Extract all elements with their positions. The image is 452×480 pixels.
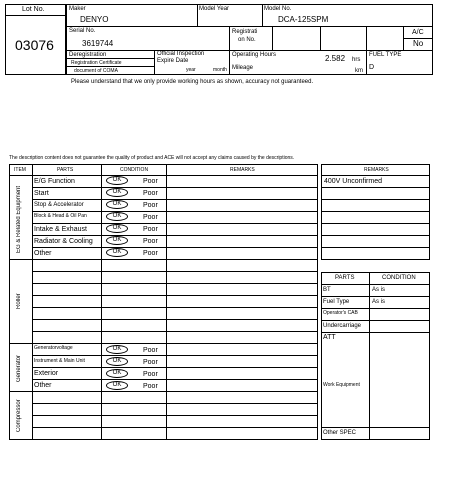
ok-mark: OK xyxy=(106,357,128,366)
row-divider xyxy=(32,355,318,356)
row-divider xyxy=(32,211,318,212)
row-divider xyxy=(32,187,318,188)
parts-row-other-spec: Other SPEC xyxy=(323,430,357,436)
remarks-row-divider xyxy=(321,211,430,212)
parts-col-parts: PARTS xyxy=(335,275,355,281)
remarks-row-divider xyxy=(321,187,430,188)
part-intake-exhaust: Intake & Exhaust xyxy=(34,226,87,233)
ok-mark: OK xyxy=(106,236,128,245)
serial-label: Serial No. xyxy=(69,28,96,34)
parts-row-operators-cab: Operator's CAB xyxy=(323,310,358,316)
ok-mark: OK xyxy=(106,200,128,209)
part-block-head-oil-pan: Block & Head & Oil Pan xyxy=(34,213,87,219)
ok-mark: OK xyxy=(106,188,128,197)
parts-row-work-equipment: Work Equipment xyxy=(323,382,360,388)
month-label: month xyxy=(213,67,227,73)
parts-frame xyxy=(321,272,430,440)
parts-row-bt-cond: As is xyxy=(372,287,386,293)
condition-poor: Poor xyxy=(143,190,158,197)
row-divider xyxy=(32,367,318,368)
condition-poor: Poor xyxy=(143,226,158,233)
row-divider xyxy=(32,223,318,224)
condition-poor: Poor xyxy=(143,214,158,221)
ok-mark: OK xyxy=(106,248,128,257)
lot-label: Lot No. xyxy=(22,6,45,13)
parts-row-att: ATT xyxy=(323,334,336,341)
row-divider xyxy=(32,283,318,284)
model-no-label: Model No. xyxy=(264,6,292,12)
row-divider xyxy=(32,271,318,272)
row-divider xyxy=(32,295,318,296)
registration-label-2: on No. xyxy=(238,37,256,43)
row-divider xyxy=(32,403,318,404)
condition-poor: Poor xyxy=(143,371,158,378)
condition-poor: Poor xyxy=(143,383,158,390)
ok-mark: OK xyxy=(106,369,128,378)
ac-value: No xyxy=(413,39,424,48)
operating-hours-label: Operating Hours xyxy=(232,52,277,58)
ok-mark: OK xyxy=(106,176,128,185)
operating-hours-value: 2.582 xyxy=(325,54,346,63)
parts-row-bt: BT xyxy=(323,287,331,293)
row-divider xyxy=(32,331,318,332)
part-other: Other xyxy=(34,250,52,257)
coma-label: document of COMA xyxy=(74,68,118,74)
remarks-row-divider xyxy=(321,199,430,200)
part-radiator-cooling: Radiator & Cooling xyxy=(34,238,93,245)
condition-poor: Poor xyxy=(143,359,158,366)
row-divider xyxy=(32,379,318,380)
col-item: ITEM xyxy=(14,167,26,173)
inspection-label: Official Inspection xyxy=(157,51,205,57)
remarks-row-divider xyxy=(321,259,430,260)
parts-row-undercarriage: Undercarriage xyxy=(323,323,362,329)
condition-poor: Poor xyxy=(143,238,158,245)
serial-value: 3619744 xyxy=(82,39,114,48)
group-label-compressor: Compressor xyxy=(16,399,22,433)
deregistration-label: Deregistration xyxy=(69,52,107,58)
lot-number: 03076 xyxy=(15,37,54,53)
registration-label: Registrati xyxy=(232,29,258,35)
model-no-value: DCA-125SPM xyxy=(278,15,329,24)
part-instrument-main-unit: Instrument & Main Unit xyxy=(34,358,85,364)
parts-row-fuel-type-cond: As is xyxy=(372,299,386,305)
row-divider xyxy=(32,415,318,416)
row-divider xyxy=(32,319,318,320)
part-generator-voltage: Generatorvoltage xyxy=(34,345,73,351)
remarks-header: REMARKS xyxy=(364,167,389,173)
registration-certificate-label: Registration Certificate xyxy=(71,60,122,66)
part-other: Other xyxy=(34,382,52,389)
part-stop-accelerator: Stop & Accelerator xyxy=(34,202,84,208)
fuel-type-label: FUEL TYPE xyxy=(369,52,402,58)
km-unit: km xyxy=(355,68,363,74)
col-remarks: REMARKS xyxy=(230,167,255,173)
group-label-eg: EG & Related Equipment xyxy=(16,185,22,253)
part-start: Start xyxy=(34,190,49,197)
mileage-label: Mileage xyxy=(232,65,254,71)
row-divider xyxy=(32,247,318,248)
fuel-type-value: D xyxy=(369,64,375,71)
remarks-row-divider xyxy=(321,223,430,224)
group-label-roller: Roller xyxy=(16,293,22,309)
row-divider xyxy=(32,235,318,236)
part-eg-function: E/G Function xyxy=(34,178,75,185)
model-year-label: Model Year xyxy=(199,6,230,12)
condition-poor: Poor xyxy=(143,202,158,209)
condition-poor: Poor xyxy=(143,347,158,354)
remarks-row-divider xyxy=(321,235,430,236)
parts-col-condition: CONDITION xyxy=(382,275,416,281)
col-condition: CONDITION xyxy=(120,167,149,173)
part-exterior: Exterior xyxy=(34,370,59,377)
row-divider xyxy=(32,199,318,200)
row-divider xyxy=(32,439,318,440)
group-label-generator: Generator xyxy=(16,354,22,382)
ok-mark: OK xyxy=(106,381,128,390)
condition-poor: Poor xyxy=(143,250,158,257)
working-hours-note: Please understand that we only provide working hours as shown, accuracy not guaranteed. xyxy=(71,79,314,85)
row-divider xyxy=(32,307,318,308)
year-label: year xyxy=(186,67,196,73)
ac-label: A/C xyxy=(412,29,424,36)
remarks-row-divider xyxy=(321,247,430,248)
ok-mark: OK xyxy=(106,345,128,354)
condition-poor: Poor xyxy=(143,178,158,185)
maker-value: DENYO xyxy=(80,15,109,24)
disclaimer: The description content does not guarantee the quality of product and ACE will not accept any claims caused by the descriptions. xyxy=(9,155,295,161)
ok-mark: OK xyxy=(106,212,128,221)
ok-mark: OK xyxy=(106,224,128,233)
maker-label: Maker xyxy=(69,6,86,12)
hrs-unit: hrs xyxy=(352,57,361,63)
row-divider xyxy=(32,427,318,428)
inspection-label-2: Expire Date xyxy=(157,58,189,64)
remarks-line: 400V Unconfirmed xyxy=(324,178,382,185)
parts-row-fuel-type: Fuel Type xyxy=(323,299,350,305)
col-parts: PARTS xyxy=(57,167,74,173)
